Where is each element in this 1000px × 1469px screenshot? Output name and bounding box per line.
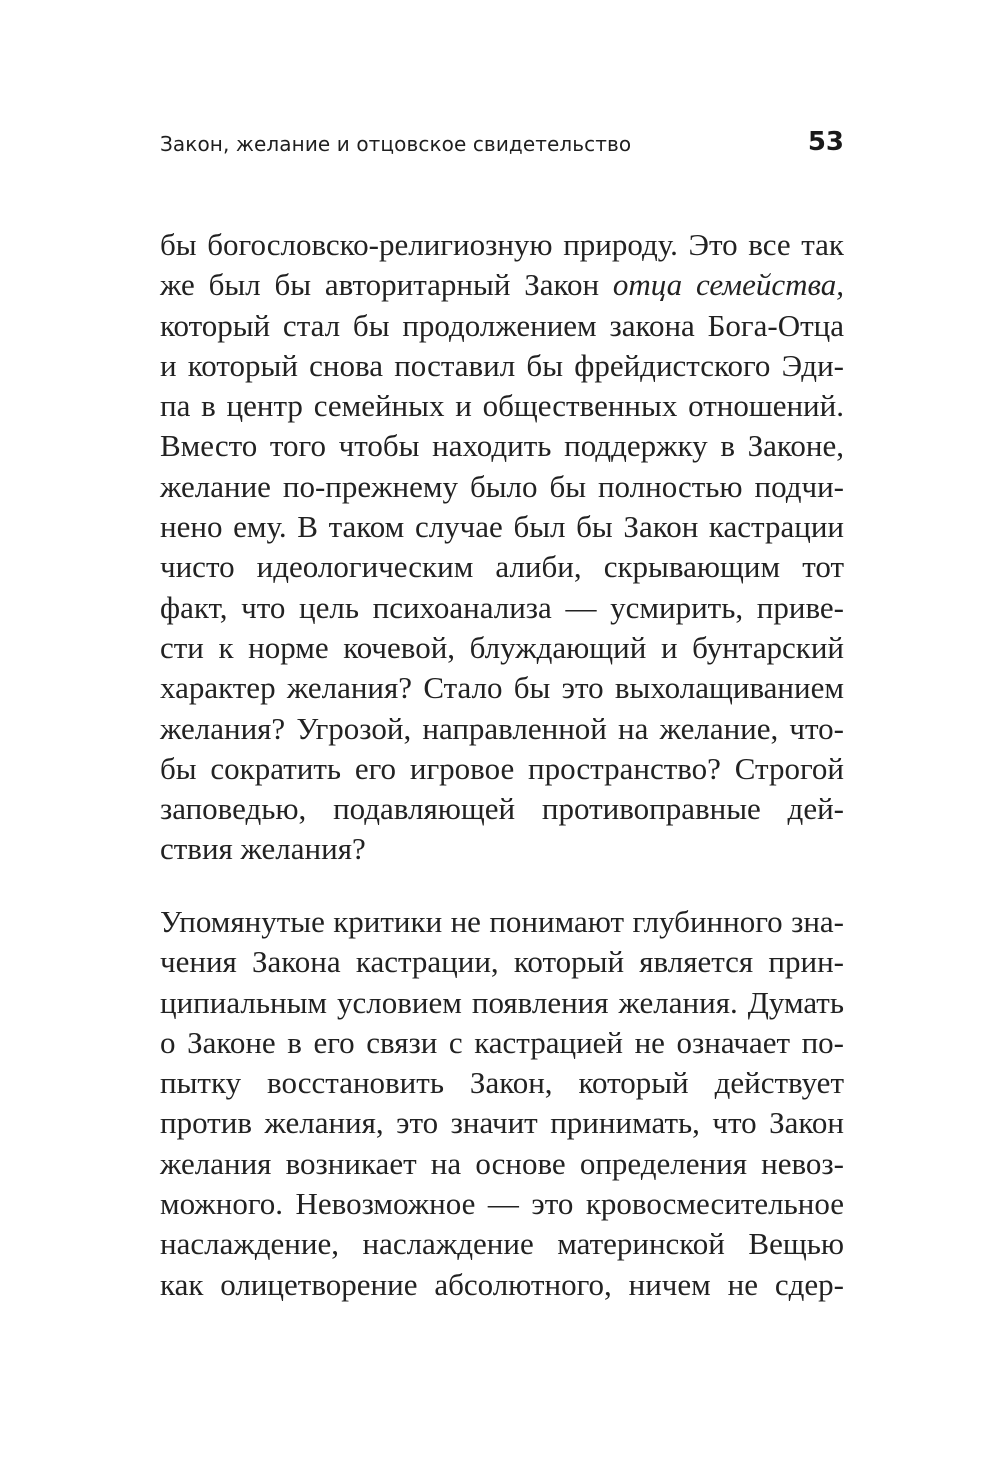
text-line: ствия желания? [160,831,366,867]
text-line: наслаждение, наслаждение материнской Вещью [160,1226,844,1262]
text-line: же был бы авторитарный Закон отца семейства, [160,267,844,303]
running-header [160,126,844,166]
text-line: характер желания? Стало бы это выхолащиванием [160,670,844,706]
text-line: бы богословско-религиозную природу. Это все так [160,227,844,262]
text-line: пытку восстановить Закон, который действует [160,1065,844,1101]
text-line: па в центр семейных и общественных отношений. [160,388,844,424]
text-line: факт, что цель психоанализа — усмирить, приве- [160,589,844,625]
text-line: желания? Угрозой, направленной на желание, что- [160,710,844,746]
text-line: можного. Невозможное — это кровосмесительное [160,1186,844,1222]
text-line: нено ему. В таком случае был бы Закон кастрации [160,509,844,545]
text-line: желание по-прежнему было бы полностью подчи- [160,468,844,504]
text-line: и который снова поставил бы фрейдистского Эди- [160,347,844,383]
text-line: сти к норме кочевой, блуждающий и бунтарский [160,629,844,665]
text-line: чисто идеологическим алиби, скрывающим тот [160,549,844,585]
text-line: бы сократить его игровое пространство? Строгой [160,750,844,786]
paragraph-2 [160,902,844,1305]
text-line: который стал бы продолжением закона Бога-Отца [160,307,844,343]
text-line: желания возникает на основе определения невоз- [160,1145,844,1181]
text-line: Вместо того чтобы находить поддержку в Законе, [160,428,844,464]
text-line: Упомянутые критики не понимают глубинного зна- [160,904,844,939]
emphasized-text: отца семейства, [612,267,844,303]
text-line: ципиальным условием появления желания. Думать [160,984,844,1020]
text-line: о Законе в его связи с кастрацией не означает по- [160,1024,844,1060]
paragraph-1 [160,225,844,870]
text-line: чения Закона кастрации, который является прин- [160,944,844,980]
running-title: Закон, желание и отцовское свидетельство [160,132,632,156]
text-line: заповедью, подавляющей противоправные дей- [160,791,844,827]
text-line: как олицетворение абсолютного, ничем не сдер- [160,1266,844,1302]
text-line: против желания, это значит принимать, что Закон [160,1105,844,1141]
page-number: 53 [807,127,844,157]
